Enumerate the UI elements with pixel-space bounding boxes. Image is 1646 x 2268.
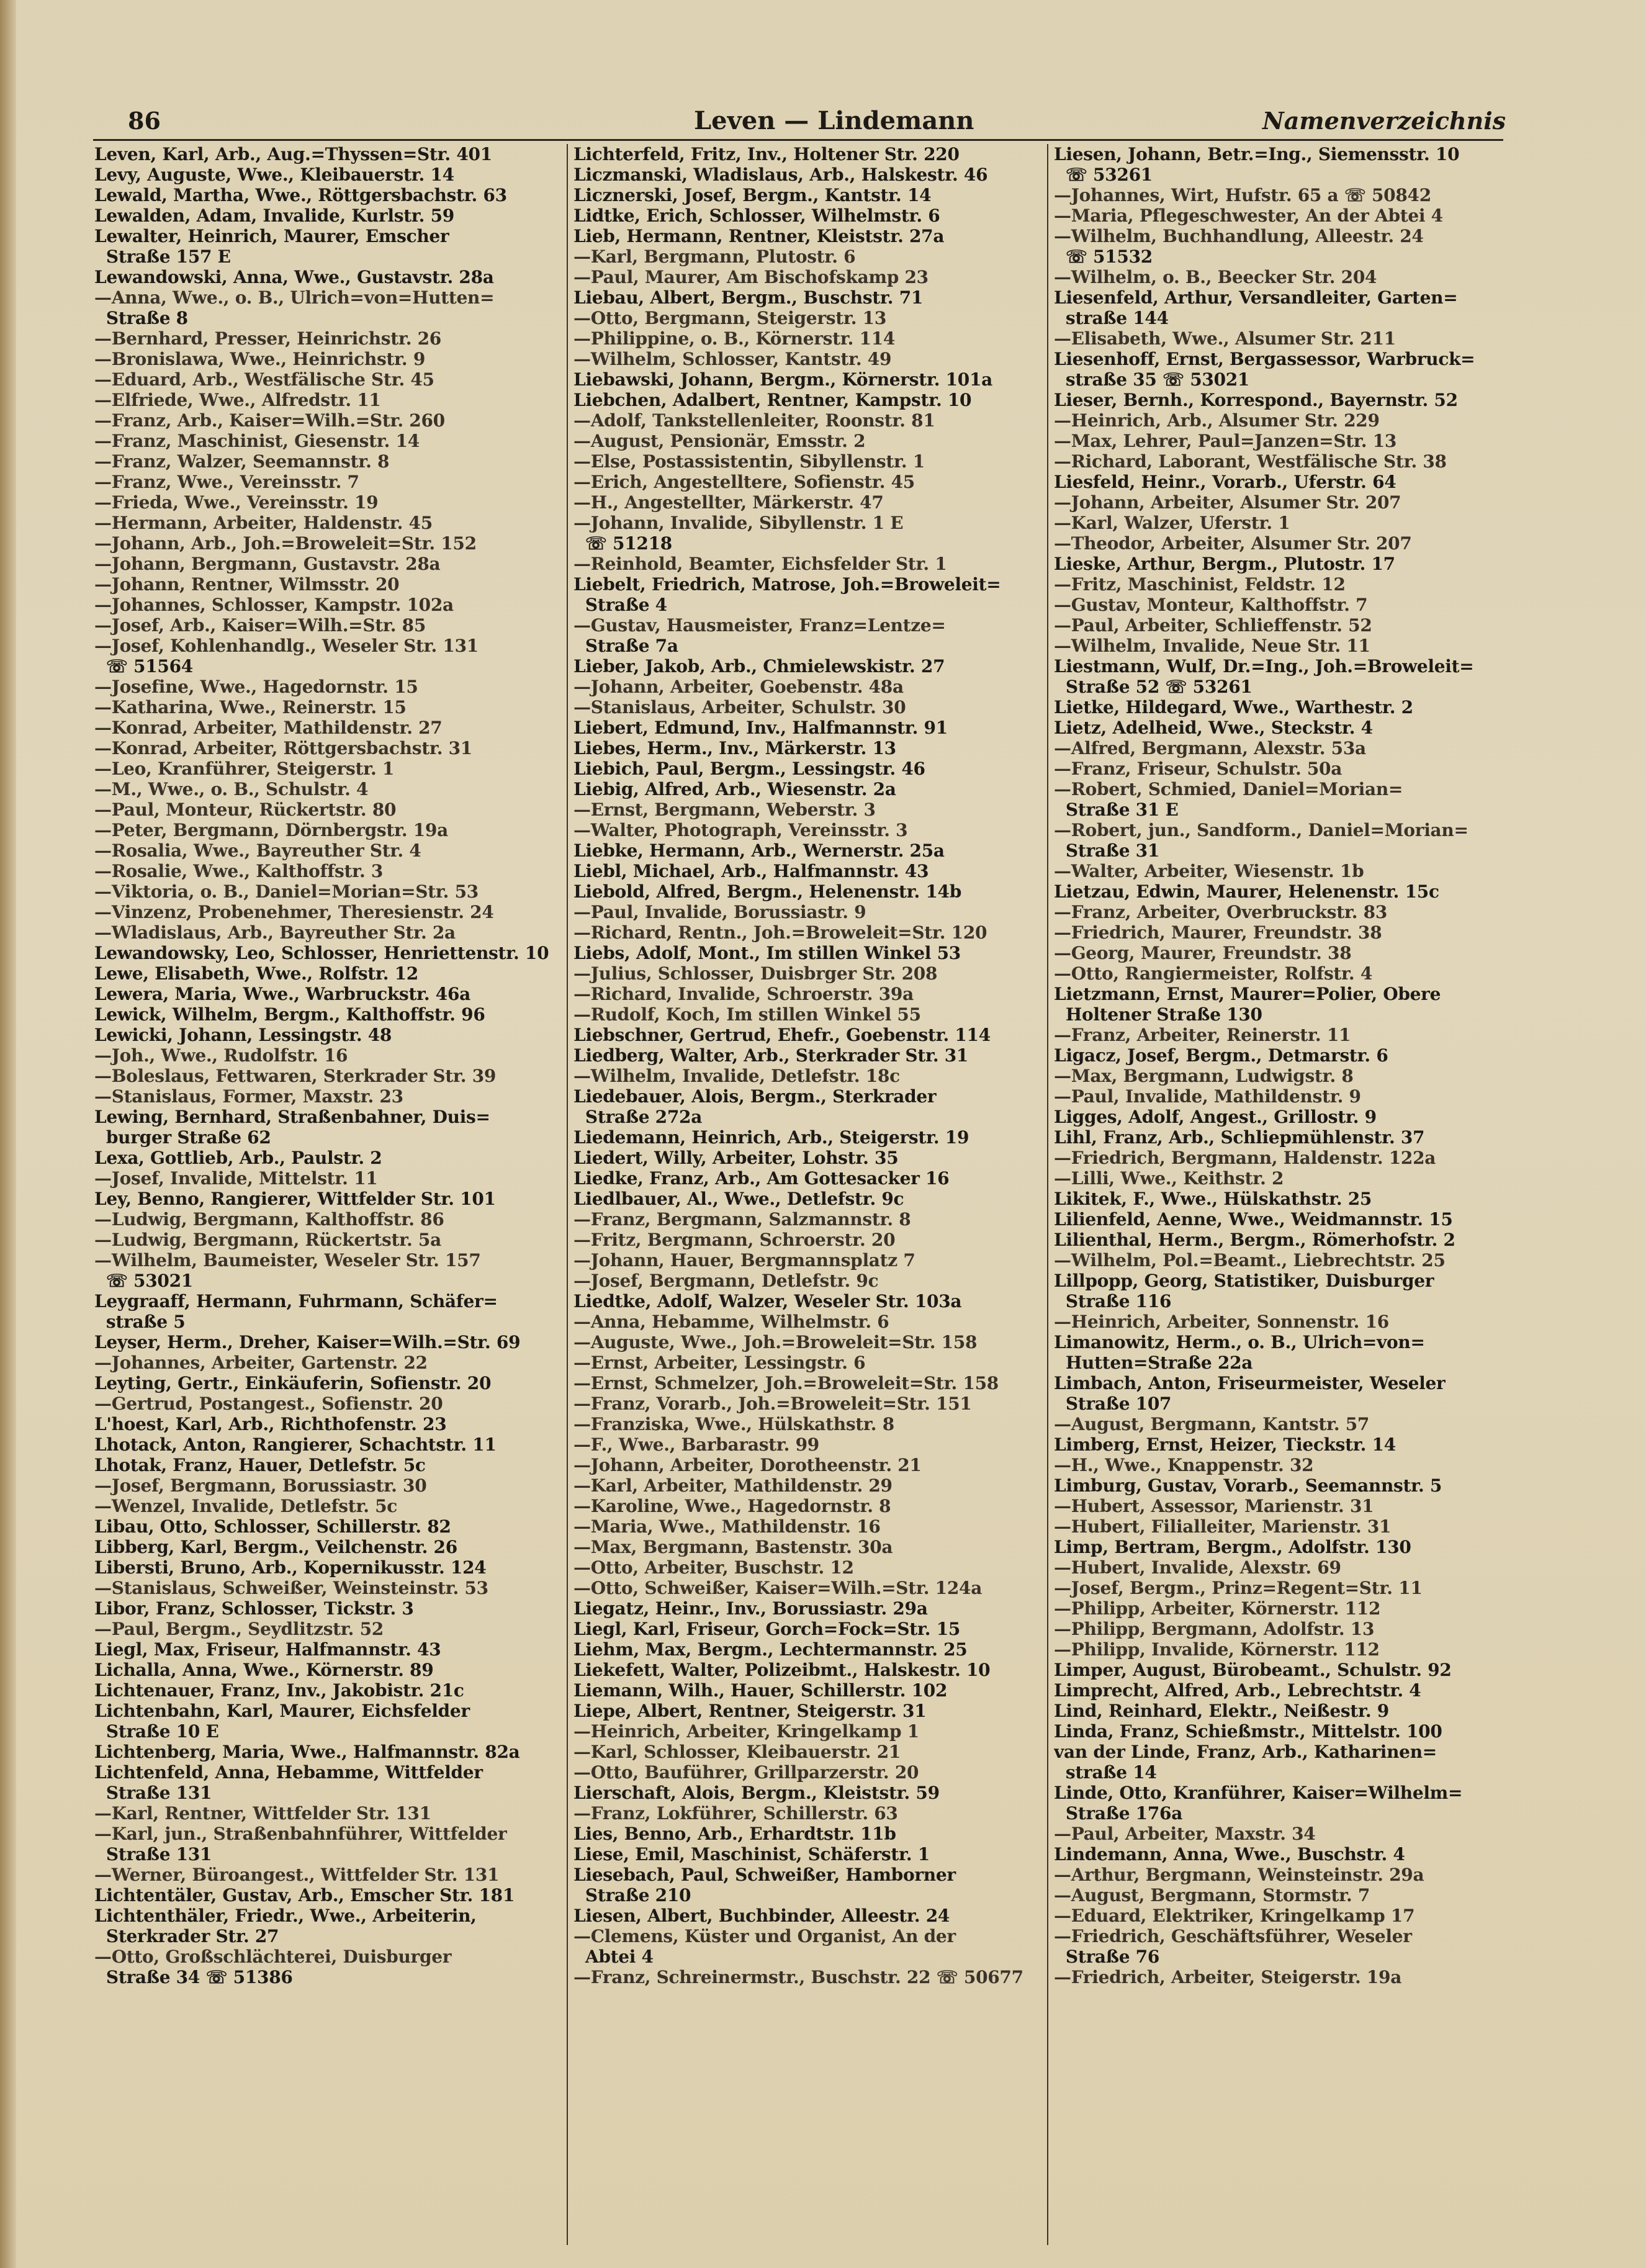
- directory-entry: —Julius, Schlosser, Duisbrger Str. 208: [573, 963, 938, 984]
- directory-entry: Lietke, Hildegard, Wwe., Warthestr. 2: [1054, 697, 1413, 718]
- directory-entry: Liedke, Franz, Arb., Am Gottesacker 16: [573, 1168, 950, 1189]
- directory-entry: Lichtenberg, Maria, Wwe., Halfmannstr. 82a: [94, 1742, 520, 1762]
- directory-entry: ☏ 53021: [94, 1271, 193, 1291]
- directory-entry: Abtei 4: [573, 1946, 654, 1967]
- directory-entry: —Frieda, Wwe., Vereinsstr. 19: [94, 492, 379, 513]
- directory-entry: Lewick, Wilhelm, Bergm., Kalthoffstr. 96: [94, 1004, 485, 1025]
- directory-entry: —Franz, Vorarb., Joh.=Broweleit=Str. 151: [573, 1393, 972, 1414]
- directory-entry: Lillpopp, Georg, Statistiker, Duisburger: [1054, 1271, 1434, 1291]
- directory-entry: Liebich, Paul, Bergm., Lessingstr. 46: [573, 758, 925, 779]
- directory-entry: —Franziska, Wwe., Hülskathstr. 8: [573, 1414, 894, 1434]
- directory-entry: Liedert, Willy, Arbeiter, Lohstr. 35: [573, 1148, 899, 1168]
- directory-entry: —Fritz, Maschinist, Feldstr. 12: [1054, 574, 1346, 595]
- directory-entry: —Elisabeth, Wwe., Alsumer Str. 211: [1054, 328, 1396, 349]
- directory-entry: Liepe, Albert, Rentner, Steigerstr. 31: [573, 1701, 927, 1721]
- directory-entry: Lieber, Jakob, Arb., Chmielewskistr. 27: [573, 656, 945, 677]
- directory-entry: Lichtentäler, Gustav, Arb., Emscher Str. 181: [94, 1885, 515, 1906]
- directory-entry: Lietzmann, Ernst, Maurer=Polier, Obere: [1054, 984, 1441, 1004]
- directory-entry: —Hubert, Assessor, Marienstr. 31: [1054, 1496, 1374, 1516]
- directory-entry: Lieser, Bernh., Korrespond., Bayernstr. 52: [1054, 390, 1458, 410]
- directory-entry: Liekefett, Walter, Polizeibmt., Halskestr. 10: [573, 1660, 991, 1680]
- directory-entry: —Paul, Invalide, Borussiastr. 9: [573, 902, 866, 922]
- directory-entry: Liczmanski, Wladislaus, Arb., Halskestr. 46: [573, 164, 988, 185]
- directory-entry: Lewicki, Johann, Lessingstr. 48: [94, 1025, 392, 1045]
- directory-entry: —Stanislaus, Former, Maxstr. 23: [94, 1086, 403, 1107]
- directory-entry: —Gustav, Hausmeister, Franz=Lentze=: [573, 615, 946, 636]
- directory-entry: —Johann, Arbeiter, Goebenstr. 48a: [573, 677, 904, 697]
- directory-entry: Lietzau, Edwin, Maurer, Helenenstr. 15c: [1054, 881, 1439, 902]
- directory-entry: —Maria, Wwe., Mathildenstr. 16: [573, 1516, 881, 1537]
- directory-entry: —Franz, Friseur, Schulstr. 50a: [1054, 758, 1342, 779]
- directory-entry: —August, Bergmann, Kantstr. 57: [1054, 1414, 1370, 1434]
- directory-entry: —Josef, Invalide, Mittelstr. 11: [94, 1168, 378, 1189]
- directory-entry: Lichterfeld, Fritz, Inv., Holtener Str. 220: [573, 144, 960, 164]
- directory-column-3: [1054, 144, 1503, 2245]
- directory-entry: —Konrad, Arbeiter, Mathildenstr. 27: [94, 718, 443, 738]
- directory-entry: straße 144: [1054, 308, 1169, 328]
- directory-entry: —Lilli, Wwe., Keithstr. 2: [1054, 1168, 1284, 1189]
- directory-entry: —Johannes, Arbeiter, Gartenstr. 22: [94, 1352, 428, 1373]
- directory-entry: —Robert, jun., Sandform., Daniel=Morian=: [1054, 820, 1468, 840]
- directory-entry: Lhotak, Franz, Hauer, Detlefstr. 5c: [94, 1455, 426, 1475]
- directory-entry: Sterkrader Str. 27: [94, 1926, 279, 1946]
- directory-entry: —Paul, Monteur, Rückertstr. 80: [94, 799, 397, 820]
- directory-entry: —Rudolf, Koch, Im stillen Winkel 55: [573, 1004, 921, 1025]
- directory-entry: Liedberg, Walter, Arb., Sterkrader Str. 31: [573, 1045, 969, 1066]
- directory-entry: —Joh., Wwe., Rudolfstr. 16: [94, 1045, 348, 1066]
- directory-entry: —Erich, Angestelltere, Sofienstr. 45: [573, 472, 915, 492]
- directory-entry: Liebes, Herm., Inv., Märkerstr. 13: [573, 738, 896, 758]
- directory-entry: —Werner, Büroangest., Wittfelder Str. 131: [94, 1865, 500, 1885]
- directory-entry: —Vinzenz, Probenehmer, Theresienstr. 24: [94, 902, 494, 922]
- directory-entry: Liegl, Karl, Friseur, Gorch=Fock=Str. 15: [573, 1619, 961, 1639]
- directory-entry: —Johannes, Schlosser, Kampstr. 102a: [94, 595, 454, 615]
- directory-entry: —Ernst, Arbeiter, Lessingstr. 6: [573, 1352, 866, 1373]
- directory-entry: Liebig, Alfred, Arb., Wiesenstr. 2a: [573, 779, 896, 799]
- directory-entry: Liebs, Adolf, Mont., Im stillen Winkel 53: [573, 943, 961, 963]
- directory-entry: ☏ 51532: [1054, 246, 1153, 267]
- directory-entry: Lieske, Arthur, Bergm., Plutostr. 17: [1054, 554, 1395, 574]
- directory-entry: —Hubert, Filialleiter, Marienstr. 31: [1054, 1516, 1392, 1537]
- directory-entry: —Rosalie, Wwe., Kalthoffstr. 3: [94, 861, 384, 881]
- directory-entry: Limper, August, Bürobeamt., Schulstr. 92: [1054, 1660, 1452, 1680]
- directory-entry: —Otto, Schweißer, Kaiser=Wilh.=Str. 124a: [573, 1578, 983, 1598]
- directory-entry: —Wilhelm, Invalide, Neue Str. 11: [1054, 636, 1370, 656]
- directory-entry: Libberg, Karl, Bergm., Veilchenstr. 26: [94, 1537, 457, 1557]
- directory-entry: Straße 8: [94, 308, 188, 328]
- directory-entry: Levy, Auguste, Wwe., Kleibauerstr. 14: [94, 164, 454, 185]
- directory-entry: Leygraaff, Hermann, Fuhrmann, Schäfer=: [94, 1291, 498, 1312]
- directory-entry: —Karl, Rentner, Wittfelder Str. 131: [94, 1803, 431, 1824]
- directory-entry: —Reinhold, Beamter, Eichsfelder Str. 1: [573, 554, 947, 574]
- directory-entry: —Maria, Pflegeschwester, An der Abtei 4: [1054, 205, 1443, 226]
- directory-entry: —Josef, Bergm., Prinz=Regent=Str. 11: [1054, 1578, 1423, 1598]
- directory-entry: Holtener Straße 130: [1054, 1004, 1262, 1025]
- directory-entry: Straße 31: [1054, 840, 1160, 861]
- directory-entry: —Bernhard, Presser, Heinrichstr. 26: [94, 328, 441, 349]
- directory-entry: —Karl, jun., Straßenbahnführer, Wittfelder: [94, 1824, 507, 1844]
- directory-entry: Libersti, Bruno, Arb., Kopernikusstr. 124: [94, 1557, 487, 1578]
- directory-entry: Ligacz, Josef, Bergm., Detmarstr. 6: [1054, 1045, 1388, 1066]
- directory-entry: —Gustav, Monteur, Kalthoffstr. 7: [1054, 595, 1368, 615]
- directory-entry: Liebert, Edmund, Inv., Halfmannstr. 91: [573, 718, 948, 738]
- directory-entry: —Robert, Schmied, Daniel=Morian=: [1054, 779, 1403, 799]
- directory-entry: —Katharina, Wwe., Reinerstr. 15: [94, 697, 407, 718]
- directory-entry: Straße 76: [1054, 1946, 1160, 1967]
- directory-entry: —Otto, Großschlächterei, Duisburger: [94, 1946, 452, 1967]
- directory-entry: Lihl, Franz, Arb., Schliepmühlenstr. 37: [1054, 1127, 1425, 1148]
- directory-entry: —Walter, Arbeiter, Wiesenstr. 1b: [1054, 861, 1364, 881]
- directory-entry: —Walter, Photograph, Vereinsstr. 3: [573, 820, 908, 840]
- directory-entry: —Philipp, Bergmann, Adolfstr. 13: [1054, 1619, 1375, 1639]
- directory-entry: —Karl, Schlosser, Kleibauerstr. 21: [573, 1742, 901, 1762]
- directory-entry: —Bronislawa, Wwe., Heinrichstr. 9: [94, 349, 425, 369]
- directory-entry: —Ernst, Schmelzer, Joh.=Broweleit=Str. 158: [573, 1373, 999, 1393]
- directory-entry: —Alfred, Bergmann, Alexstr. 53a: [1054, 738, 1366, 758]
- directory-entry: Lewandowsky, Leo, Schlosser, Henriettenstr. 10: [94, 943, 549, 963]
- directory-entry: —Anna, Hebamme, Wilhelmstr. 6: [573, 1312, 889, 1332]
- directory-entry: —Friedrich, Geschäftsführer, Weseler: [1054, 1926, 1412, 1946]
- directory-entry: —Paul, Invalide, Mathildenstr. 9: [1054, 1086, 1361, 1107]
- directory-entry: Straße 34 ☏ 51386: [94, 1967, 293, 1987]
- directory-entry: Lewandowski, Anna, Wwe., Gustavstr. 28a: [94, 267, 494, 287]
- directory-entry: Linda, Franz, Schießmstr., Mittelstr. 100: [1054, 1721, 1442, 1742]
- directory-entry: —Stanislaus, Arbeiter, Schulstr. 30: [573, 697, 906, 718]
- directory-entry: —Auguste, Wwe., Joh.=Broweleit=Str. 158: [573, 1332, 978, 1352]
- directory-entry: —Fritz, Bergmann, Schroerstr. 20: [573, 1230, 896, 1250]
- directory-entry: Straße 157 E: [94, 246, 231, 267]
- directory-entry: ☏ 53261: [1054, 164, 1153, 185]
- directory-entry: —Theodor, Arbeiter, Alsumer Str. 207: [1054, 533, 1412, 554]
- directory-entry: —Rosalia, Wwe., Bayreuther Str. 4: [94, 840, 421, 861]
- directory-entry: —Leo, Kranführer, Steigerstr. 1: [94, 758, 395, 779]
- directory-entry: Liestmann, Wulf, Dr.=Ing., Joh.=Broweleit=: [1054, 656, 1474, 677]
- directory-entry: Lies, Benno, Arb., Erhardtstr. 11b: [573, 1824, 896, 1844]
- directory-entry: —Karl, Arbeiter, Mathildenstr. 29: [573, 1475, 893, 1496]
- directory-entry: —Wilhelm, Schlosser, Kantstr. 49: [573, 349, 892, 369]
- directory-entry: —Karl, Bergmann, Plutostr. 6: [573, 246, 856, 267]
- directory-entry: Liehm, Max, Bergm., Lechtermannstr. 25: [573, 1639, 968, 1660]
- directory-entry: Liebchen, Adalbert, Rentner, Kampstr. 10: [573, 390, 972, 410]
- directory-entry: Lichtenfeld, Anna, Hebamme, Wittfelder: [94, 1762, 483, 1783]
- directory-entry: Liese, Emil, Maschinist, Schäferstr. 1: [573, 1844, 930, 1865]
- directory-entry: Liesen, Johann, Betr.=Ing., Siemensstr. 10: [1054, 144, 1460, 164]
- directory-entry: —Anna, Wwe., o. B., Ulrich=von=Hutten=: [94, 287, 495, 308]
- directory-entry: —Paul, Maurer, Am Bischofskamp 23: [573, 267, 929, 287]
- directory-entry: Lichalla, Anna, Wwe., Körnerstr. 89: [94, 1660, 434, 1680]
- directory-entry: Straße 10 E: [94, 1721, 219, 1742]
- directory-entry: straße 35 ☏ 53021: [1054, 369, 1250, 390]
- directory-entry: —H., Angestellter, Märkerstr. 47: [573, 492, 884, 513]
- directory-entry: —Johann, Hauer, Bergmannsplatz 7: [573, 1250, 915, 1271]
- directory-entry: straße 5: [94, 1312, 186, 1332]
- directory-entry: —Wladislaus, Arb., Bayreuther Str. 2a: [94, 922, 456, 943]
- directory-entry: —Max, Bergmann, Bastenstr. 30a: [573, 1537, 893, 1557]
- directory-entry: Liedebauer, Alois, Bergm., Sterkrader: [573, 1086, 937, 1107]
- directory-entry: —Otto, Bergmann, Steigerstr. 13: [573, 308, 887, 328]
- directory-entry: —Elfriede, Wwe., Alfredstr. 11: [94, 390, 381, 410]
- directory-entry: Lilienfeld, Aenne, Wwe., Weidmannstr. 15: [1054, 1209, 1453, 1230]
- directory-entry: Liedtke, Adolf, Walzer, Weseler Str. 103a: [573, 1291, 962, 1312]
- directory-entry: —Heinrich, Arbeiter, Kringelkamp 1: [573, 1721, 919, 1742]
- directory-entry: Lewe, Elisabeth, Wwe., Rolfstr. 12: [94, 963, 418, 984]
- directory-entry: Lind, Reinhard, Elektr., Neißestr. 9: [1054, 1701, 1389, 1721]
- directory-entry: —Franz, Bergmann, Salzmannstr. 8: [573, 1209, 911, 1230]
- directory-entry: —Johann, Bergmann, Gustavstr. 28a: [94, 554, 441, 574]
- directory-entry: Lhotack, Anton, Rangierer, Schachtstr. 11: [94, 1434, 497, 1455]
- directory-entry: —Wenzel, Invalide, Detlefstr. 5c: [94, 1496, 398, 1516]
- directory-entry: —Philipp, Invalide, Körnerstr. 112: [1054, 1639, 1380, 1660]
- directory-entry: ☏ 51564: [94, 656, 193, 677]
- directory-entry: —Wilhelm, Buchhandlung, Alleestr. 24: [1054, 226, 1424, 246]
- directory-entry: —Peter, Bergmann, Dörnbergstr. 19a: [94, 820, 448, 840]
- directory-entry: —Hermann, Arbeiter, Haldenstr. 45: [94, 513, 433, 533]
- directory-entry: —Paul, Arbeiter, Maxstr. 34: [1054, 1824, 1316, 1844]
- directory-entry: Straße 31 E: [1054, 799, 1179, 820]
- directory-entry: —Richard, Laborant, Westfälische Str. 38: [1054, 451, 1447, 472]
- directory-entry: Lewera, Maria, Wwe., Warbruckstr. 46a: [94, 984, 471, 1004]
- header-rule: [93, 139, 1503, 141]
- directory-entry: Hutten=Straße 22a: [1054, 1352, 1253, 1373]
- directory-entry: —Franz, Schreinermstr., Buschstr. 22 ☏ 50677: [573, 1967, 1023, 1987]
- directory-entry: —Georg, Maurer, Freundstr. 38: [1054, 943, 1352, 963]
- directory-entry: —Ludwig, Bergmann, Kalthoffstr. 86: [94, 1209, 444, 1230]
- directory-entry: —Josef, Bergmann, Borussiastr. 30: [94, 1475, 427, 1496]
- directory-entry: —Wilhelm, o. B., Beecker Str. 204: [1054, 267, 1377, 287]
- directory-entry: —Richard, Invalide, Schroerstr. 39a: [573, 984, 914, 1004]
- directory-entry: Straße 52 ☏ 53261: [1054, 677, 1252, 697]
- directory-entry: —Paul, Arbeiter, Schlieffenstr. 52: [1054, 615, 1372, 636]
- directory-entry: Lidtke, Erich, Schlosser, Wilhelmstr. 6: [573, 205, 940, 226]
- directory-entry: —Max, Lehrer, Paul=Janzen=Str. 13: [1054, 431, 1397, 451]
- directory-entry: —Wilhelm, Invalide, Detlefstr. 18c: [573, 1066, 900, 1086]
- directory-entry: —Josef, Bergmann, Detlefstr. 9c: [573, 1271, 879, 1291]
- directory-entry: Liedlbauer, Al., Wwe., Detlefstr. 9c: [573, 1189, 904, 1209]
- directory-entry: Straße 272a: [573, 1107, 703, 1127]
- directory-entry: Straße 107: [1054, 1393, 1172, 1414]
- directory-entry: —Stanislaus, Schweißer, Weinsteinstr. 53: [94, 1578, 488, 1598]
- directory-entry: Lewalter, Heinrich, Maurer, Emscher: [94, 226, 449, 246]
- directory-entry: Licznerski, Josef, Bergm., Kantstr. 14: [573, 185, 932, 205]
- page-number: 86: [128, 107, 161, 135]
- directory-entry: —Johann, Rentner, Wilmsstr. 20: [94, 574, 400, 595]
- directory-entry: Liegatz, Heinr., Inv., Borussiastr. 29a: [573, 1598, 928, 1619]
- directory-entry: —Karl, Walzer, Uferstr. 1: [1054, 513, 1290, 533]
- directory-entry: Liesenfeld, Arthur, Versandleiter, Garten=: [1054, 287, 1458, 308]
- directory-entry: Liegl, Max, Friseur, Halfmannstr. 43: [94, 1639, 441, 1660]
- directory-entry: van der Linde, Franz, Arb., Katharinen=: [1054, 1742, 1437, 1762]
- directory-entry: —Wilhelm, Pol.=Beamt., Liebrechtstr. 25: [1054, 1250, 1446, 1271]
- directory-entry: Ley, Benno, Rangierer, Wittfelder Str. 101: [94, 1189, 496, 1209]
- directory-entry: Liebl, Michael, Arb., Halfmannstr. 43: [573, 861, 929, 881]
- directory-entry: Liesenhoff, Ernst, Bergassessor, Warbruck=: [1054, 349, 1475, 369]
- directory-entry: —Karoline, Wwe., Hagedornstr. 8: [573, 1496, 891, 1516]
- directory-entry: —Else, Postassistentin, Sibyllenstr. 1: [573, 451, 925, 472]
- directory-entry: Straße 116: [1054, 1291, 1172, 1312]
- directory-entry: Limburg, Gustav, Vorarb., Seemannstr. 5: [1054, 1475, 1442, 1496]
- directory-entry: Straße 4: [573, 595, 667, 615]
- directory-entry: Libau, Otto, Schlosser, Schillerstr. 82: [94, 1516, 451, 1537]
- directory-entry: burger Straße 62: [94, 1127, 271, 1148]
- directory-entry: —Franz, Arbeiter, Overbruckstr. 83: [1054, 902, 1388, 922]
- directory-entry: —Josef, Kohlenhandlg., Weseler Str. 131: [94, 636, 479, 656]
- directory-entry: Leven, Karl, Arb., Aug.=Thyssen=Str. 401: [94, 144, 492, 164]
- directory-entry: —Philippine, o. B., Körnerstr. 114: [573, 328, 896, 349]
- directory-entry: —Johannes, Wirt, Hufstr. 65 a ☏ 50842: [1054, 185, 1431, 205]
- directory-entry: Straße 131: [94, 1783, 212, 1803]
- directory-entry: —Franz, Arbeiter, Reinerstr. 11: [1054, 1025, 1351, 1045]
- directory-entry: —Boleslaus, Fettwaren, Sterkrader Str. 39: [94, 1066, 497, 1086]
- directory-entry: Straße 210: [573, 1885, 691, 1906]
- directory-entry: —Hubert, Invalide, Alexstr. 69: [1054, 1557, 1341, 1578]
- directory-entry: Limberg, Ernst, Heizer, Tieckstr. 14: [1054, 1434, 1396, 1455]
- directory-entry: Limbach, Anton, Friseurmeister, Weseler: [1054, 1373, 1446, 1393]
- directory-entry: Liebelt, Friedrich, Matrose, Joh.=Broweleit=: [573, 574, 1001, 595]
- directory-entry: Lexa, Gottlieb, Arb., Paulstr. 2: [94, 1148, 382, 1168]
- directory-entry: Lierschaft, Alois, Bergm., Kleiststr. 59: [573, 1783, 940, 1803]
- directory-entry: —Johann, Invalide, Sibyllenstr. 1 E: [573, 513, 904, 533]
- directory-entry: Linde, Otto, Kranführer, Kaiser=Wilhelm=: [1054, 1783, 1463, 1803]
- section-title: Namenverzeichnis: [1262, 107, 1506, 135]
- directory-entry: Lieb, Hermann, Rentner, Kleiststr. 27a: [573, 226, 945, 246]
- directory-entry: Lichtenthäler, Friedr., Wwe., Arbeiterin,: [94, 1906, 477, 1926]
- directory-entry: Liesen, Albert, Buchbinder, Alleestr. 24: [573, 1906, 950, 1926]
- directory-entry: Lietz, Adelheid, Wwe., Steckstr. 4: [1054, 718, 1373, 738]
- directory-entry: —Konrad, Arbeiter, Röttgersbachstr. 31: [94, 738, 472, 758]
- directory-entry: Ligges, Adolf, Angest., Grillostr. 9: [1054, 1107, 1377, 1127]
- directory-entry: —Richard, Rentn., Joh.=Broweleit=Str. 120: [573, 922, 987, 943]
- directory-entry: —Otto, Rangiermeister, Rolfstr. 4: [1054, 963, 1373, 984]
- directory-entry: —Franz, Walzer, Seemannstr. 8: [94, 451, 390, 472]
- directory-entry: —Josefine, Wwe., Hagedornstr. 15: [94, 677, 418, 697]
- directory-entry: —Otto, Arbeiter, Buschstr. 12: [573, 1557, 854, 1578]
- directory-entry: —Eduard, Elektriker, Kringelkamp 17: [1054, 1906, 1415, 1926]
- directory-entry: —Franz, Arb., Kaiser=Wilh.=Str. 260: [94, 410, 445, 431]
- directory-entry: —M., Wwe., o. B., Schulstr. 4: [94, 779, 369, 799]
- directory-entry: Liesfeld, Heinr., Vorarb., Uferstr. 64: [1054, 472, 1396, 492]
- directory-entry: Lewalden, Adam, Invalide, Kurlstr. 59: [94, 205, 454, 226]
- directory-entry: —F., Wwe., Barbarastr. 99: [573, 1434, 819, 1455]
- directory-entry: —August, Pensionär, Emsstr. 2: [573, 431, 866, 451]
- column-divider: [567, 144, 568, 2245]
- directory-entry: Limprecht, Alfred, Arb., Lebrechtstr. 4: [1054, 1680, 1421, 1701]
- directory-entry: —Arthur, Bergmann, Weinsteinstr. 29a: [1054, 1865, 1424, 1885]
- directory-entry: Straße 7a: [573, 636, 678, 656]
- directory-entry: —Otto, Bauführer, Grillparzerstr. 20: [573, 1762, 919, 1783]
- directory-entry: Lichtenbahn, Karl, Maurer, Eichsfelder: [94, 1701, 470, 1721]
- directory-entry: —Max, Bergmann, Ludwigstr. 8: [1054, 1066, 1354, 1086]
- directory-entry: Libor, Franz, Schlosser, Tickstr. 3: [94, 1598, 414, 1619]
- directory-entry: Liebke, Hermann, Arb., Wernerstr. 25a: [573, 840, 945, 861]
- directory-entry: Leyting, Gertr., Einkäuferin, Sofienstr. 20: [94, 1373, 492, 1393]
- directory-entry: —Clemens, Küster und Organist, An der: [573, 1926, 956, 1946]
- directory-entry: —Philipp, Arbeiter, Körnerstr. 112: [1054, 1598, 1381, 1619]
- directory-entry: —Johann, Arbeiter, Dorotheenstr. 21: [573, 1455, 922, 1475]
- directory-entry: Leyser, Herm., Dreher, Kaiser=Wilh.=Str. 69: [94, 1332, 521, 1352]
- directory-entry: —H., Wwe., Knappenstr. 32: [1054, 1455, 1314, 1475]
- directory-entry: Lewald, Martha, Wwe., Röttgersbachstr. 63: [94, 185, 507, 205]
- directory-entry: Lichtenauer, Franz, Inv., Jakobistr. 21c: [94, 1680, 464, 1701]
- directory-entry: —Franz, Lokführer, Schillerstr. 63: [573, 1803, 898, 1824]
- directory-entry: ☏ 51218: [573, 533, 672, 554]
- column-divider: [1047, 144, 1048, 2245]
- directory-entry: Liebawski, Johann, Bergm., Körnerstr. 101a: [573, 369, 993, 390]
- directory-entry: —Ernst, Bergmann, Weberstr. 3: [573, 799, 876, 820]
- directory-entry: Liebold, Alfred, Bergm., Helenenstr. 14b: [573, 881, 962, 902]
- directory-entry: —Adolf, Tankstellenleiter, Roonstr. 81: [573, 410, 935, 431]
- directory-column-2: [573, 144, 1043, 2245]
- directory-entry: —Heinrich, Arb., Alsumer Str. 229: [1054, 410, 1380, 431]
- directory-entry: Liebau, Albert, Bergm., Buschstr. 71: [573, 287, 924, 308]
- directory-entry: —Wilhelm, Baumeister, Weseler Str. 157: [94, 1250, 481, 1271]
- page-range-title: Leven — Lindemann: [694, 106, 974, 135]
- directory-entry: Likitek, F., Wwe., Hülskathstr. 25: [1054, 1189, 1372, 1209]
- directory-entry: —Friedrich, Maurer, Freundstr. 38: [1054, 922, 1382, 943]
- directory-entry: Limanowitz, Herm., o. B., Ulrich=von=: [1054, 1332, 1425, 1352]
- directory-entry: —Johann, Arbeiter, Alsumer Str. 207: [1054, 492, 1401, 513]
- directory-entry: —Heinrich, Arbeiter, Sonnenstr. 16: [1054, 1312, 1389, 1332]
- directory-entry: —August, Bergmann, Stormstr. 7: [1054, 1885, 1370, 1906]
- directory-entry: —Ludwig, Bergmann, Rückertstr. 5a: [94, 1230, 441, 1250]
- directory-entry: Lindemann, Anna, Wwe., Buschstr. 4: [1054, 1844, 1405, 1865]
- directory-entry: —Franz, Wwe., Vereinsstr. 7: [94, 472, 359, 492]
- directory-entry: —Johann, Arb., Joh.=Broweleit=Str. 152: [94, 533, 477, 554]
- directory-entry: Liedemann, Heinrich, Arb., Steigerstr. 19: [573, 1127, 969, 1148]
- directory-entry: —Friedrich, Bergmann, Haldenstr. 122a: [1054, 1148, 1436, 1168]
- directory-entry: straße 14: [1054, 1762, 1157, 1783]
- directory-entry: —Paul, Bergm., Seydlitzstr. 52: [94, 1619, 384, 1639]
- directory-entry: Limp, Bertram, Bergm., Adolfstr. 130: [1054, 1537, 1411, 1557]
- directory-entry: —Friedrich, Arbeiter, Steigerstr. 19a: [1054, 1967, 1402, 1987]
- directory-entry: —Eduard, Arb., Westfälische Str. 45: [94, 369, 434, 390]
- directory-entry: —Viktoria, o. B., Daniel=Morian=Str. 53: [94, 881, 479, 902]
- directory-entry: Lewing, Bernhard, Straßenbahner, Duis=: [94, 1107, 490, 1127]
- directory-entry: Liebschner, Gertrud, Ehefr., Goebenstr. 114: [573, 1025, 991, 1045]
- directory-entry: —Gertrud, Postangest., Sofienstr. 20: [94, 1393, 443, 1414]
- directory-entry: —Josef, Arb., Kaiser=Wilh.=Str. 85: [94, 615, 426, 636]
- directory-entry: Straße 131: [94, 1844, 212, 1865]
- directory-column-1: [94, 144, 562, 2245]
- directory-entry: Lilienthal, Herm., Bergm., Römerhofstr. 2: [1054, 1230, 1455, 1250]
- directory-entry: Straße 176a: [1054, 1803, 1183, 1824]
- directory-entry: Liesebach, Paul, Schweißer, Hamborner: [573, 1865, 956, 1885]
- directory-entry: —Franz, Maschinist, Giesenstr. 14: [94, 431, 420, 451]
- directory-entry: Liemann, Wilh., Hauer, Schillerstr. 102: [573, 1680, 948, 1701]
- directory-entry: L'hoest, Karl, Arb., Richthofenstr. 23: [94, 1414, 447, 1434]
